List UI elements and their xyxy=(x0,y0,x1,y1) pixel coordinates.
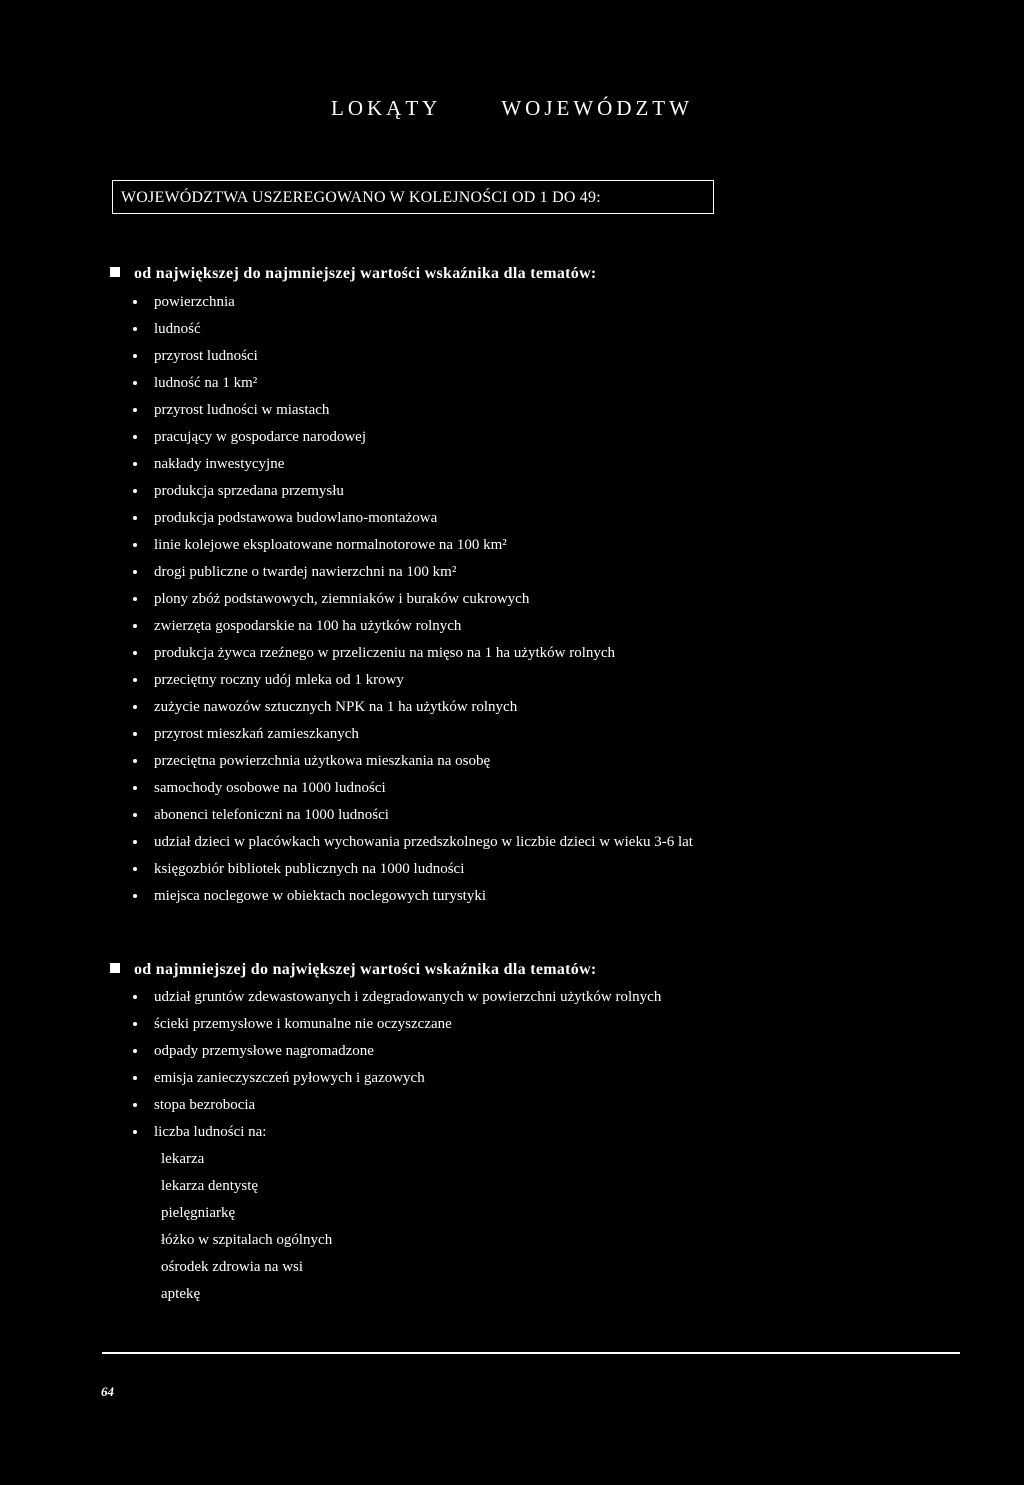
list-item-text: aptekę xyxy=(161,1286,201,1302)
list-item-text: przeciętny roczny udój mleka od 1 krowy xyxy=(154,672,404,688)
list-item-text: liczba ludności na: xyxy=(154,1124,267,1140)
list-item-text: przyrost ludności w miastach xyxy=(154,402,330,418)
list-item-text: ścieki przemysłowe i komunalne nie oczyszczane xyxy=(154,1016,452,1032)
list-item-text: nakłady inwestycyjne xyxy=(154,456,285,472)
list-item-text: ludność xyxy=(154,321,201,337)
bullet-dot-icon xyxy=(133,705,137,709)
list-item xyxy=(161,1203,332,1230)
section2-heading-row xyxy=(110,961,597,979)
list-item-text: udział gruntów zdewastowanych i zdegradowanych w powierzchni użytków rolnych xyxy=(154,989,662,1005)
bullet-dot-icon xyxy=(133,624,137,628)
section2-heading: od najmniejszej do największej wartości wskaźnika dla tematów: xyxy=(134,961,597,978)
list-item xyxy=(133,859,693,886)
bullet-dot-icon xyxy=(133,1076,137,1080)
list-item xyxy=(133,535,693,562)
list-item-text: łóżko w szpitalach ogólnych xyxy=(161,1232,333,1248)
list-item-text: drogi publiczne o twardej nawierzchni na 100 km² xyxy=(154,564,457,580)
bullet-dot-icon xyxy=(133,651,137,655)
list-item-text: abonenci telefoniczni na 1000 ludności xyxy=(154,807,389,823)
list-item xyxy=(133,886,693,913)
list-item xyxy=(133,670,693,697)
list-item xyxy=(133,508,693,535)
square-bullet-icon xyxy=(110,963,120,973)
list-item-text: udział dzieci w placówkach wychowania przedszkolnego w liczbie dzieci w wieku 3-6 lat xyxy=(154,834,693,850)
list-item xyxy=(133,454,693,481)
list-item xyxy=(161,1176,332,1203)
list-item xyxy=(133,832,693,859)
list-item xyxy=(133,427,693,454)
bullet-dot-icon xyxy=(133,813,137,817)
page-title xyxy=(0,96,1024,121)
list-item xyxy=(133,1041,661,1068)
title-word-1: LOKĄTY xyxy=(331,96,442,120)
bullet-dot-icon xyxy=(133,435,137,439)
list-item xyxy=(133,400,693,427)
list-item-text: samochody osobowe na 1000 ludności xyxy=(154,780,386,796)
list-item xyxy=(133,805,693,832)
bullet-dot-icon xyxy=(133,786,137,790)
bullet-dot-icon xyxy=(133,516,137,520)
list-item-text: linie kolejowe eksploatowane normalnotorowe na 100 km² xyxy=(154,537,507,553)
bullet-dot-icon xyxy=(133,995,137,999)
list-item-text: przyrost ludności xyxy=(154,348,258,364)
list-item xyxy=(133,778,693,805)
list-item xyxy=(133,1122,661,1149)
list-item xyxy=(133,724,693,751)
list-item xyxy=(133,1014,661,1041)
list-item xyxy=(133,319,693,346)
list-item xyxy=(133,1095,661,1122)
list-item xyxy=(133,751,693,778)
section2-list xyxy=(133,987,661,1149)
list-item xyxy=(161,1284,332,1311)
bullet-dot-icon xyxy=(133,381,137,385)
bullet-dot-icon xyxy=(133,1022,137,1026)
section2-sublist xyxy=(161,1149,332,1311)
list-item-text: miejsca noclegowe w obiektach noclegowych turystyki xyxy=(154,888,486,904)
list-item-text: produkcja żywca rzeźnego w przeliczeniu na mięso na 1 ha użytków rolnych xyxy=(154,645,616,661)
list-item-text: przeciętna powierzchnia użytkowa mieszkania na osobę xyxy=(154,753,491,769)
list-item xyxy=(133,562,693,589)
list-item-text: zużycie nawozów sztucznych NPK na 1 ha użytków rolnych xyxy=(154,699,518,715)
bullet-dot-icon xyxy=(133,408,137,412)
list-item xyxy=(133,589,693,616)
bullet-dot-icon xyxy=(133,678,137,682)
list-item xyxy=(133,292,693,319)
list-item-text: ludność na 1 km² xyxy=(154,375,258,391)
section1-heading-row xyxy=(110,265,597,283)
bullet-dot-icon xyxy=(133,759,137,763)
bullet-dot-icon xyxy=(133,1130,137,1134)
list-item-text: odpady przemysłowe nagromadzone xyxy=(154,1043,374,1059)
list-item xyxy=(133,346,693,373)
list-item-text: stopa bezrobocia xyxy=(154,1097,256,1113)
list-item-text: powierzchnia xyxy=(154,294,235,310)
list-item-text: pracujący w gospodarce narodowej xyxy=(154,429,366,445)
square-bullet-icon xyxy=(110,267,120,277)
list-item-text: produkcja sprzedana przemysłu xyxy=(154,483,344,499)
bullet-dot-icon xyxy=(133,894,137,898)
list-item xyxy=(133,616,693,643)
section1-list xyxy=(133,292,693,913)
list-item xyxy=(133,481,693,508)
list-item xyxy=(133,987,661,1014)
list-item-text: ośrodek zdrowia na wsi xyxy=(161,1259,304,1275)
list-item-text: przyrost mieszkań zamieszkanych xyxy=(154,726,359,742)
bullet-dot-icon xyxy=(133,300,137,304)
list-item xyxy=(133,697,693,724)
bullet-dot-icon xyxy=(133,840,137,844)
bullet-dot-icon xyxy=(133,462,137,466)
bullet-dot-icon xyxy=(133,570,137,574)
list-item xyxy=(161,1257,332,1284)
bullet-dot-icon xyxy=(133,489,137,493)
bullet-dot-icon xyxy=(133,597,137,601)
list-item-text: zwierzęta gospodarskie na 100 ha użytków rolnych xyxy=(154,618,462,634)
bullet-dot-icon xyxy=(133,1103,137,1107)
list-item-text: lekarza xyxy=(161,1151,205,1167)
list-item xyxy=(133,643,693,670)
bullet-dot-icon xyxy=(133,1049,137,1053)
list-item-text: pielęgniarkę xyxy=(161,1205,236,1221)
list-item-text: plony zbóż podstawowych, ziemniaków i buraków cukrowych xyxy=(154,591,530,607)
bullet-dot-icon xyxy=(133,354,137,358)
bullet-dot-icon xyxy=(133,543,137,547)
bullet-dot-icon xyxy=(133,867,137,871)
list-item xyxy=(161,1149,332,1176)
list-item xyxy=(161,1230,332,1257)
footer-rule xyxy=(102,1352,960,1354)
page-number: 64 xyxy=(101,1384,114,1399)
title-word-2: WOJEWÓDZTW xyxy=(501,96,693,120)
bullet-dot-icon xyxy=(133,732,137,736)
list-item xyxy=(133,1068,661,1095)
boxed-heading: WOJEWÓDZTWA USZEREGOWANO W KOLEJNOŚCI OD 1 DO 49: xyxy=(112,180,714,214)
list-item-text: księgozbiór bibliotek publicznych na 1000 ludności xyxy=(154,861,465,877)
list-item-text: produkcja podstawowa budowlano-montażowa xyxy=(154,510,438,526)
list-item-text: emisja zanieczyszczeń pyłowych i gazowych xyxy=(154,1070,425,1086)
section1-heading: od największej do najmniejszej wartości wskaźnika dla tematów: xyxy=(134,265,597,282)
list-item-text: lekarza dentystę xyxy=(161,1178,259,1194)
bullet-dot-icon xyxy=(133,327,137,331)
list-item xyxy=(133,373,693,400)
